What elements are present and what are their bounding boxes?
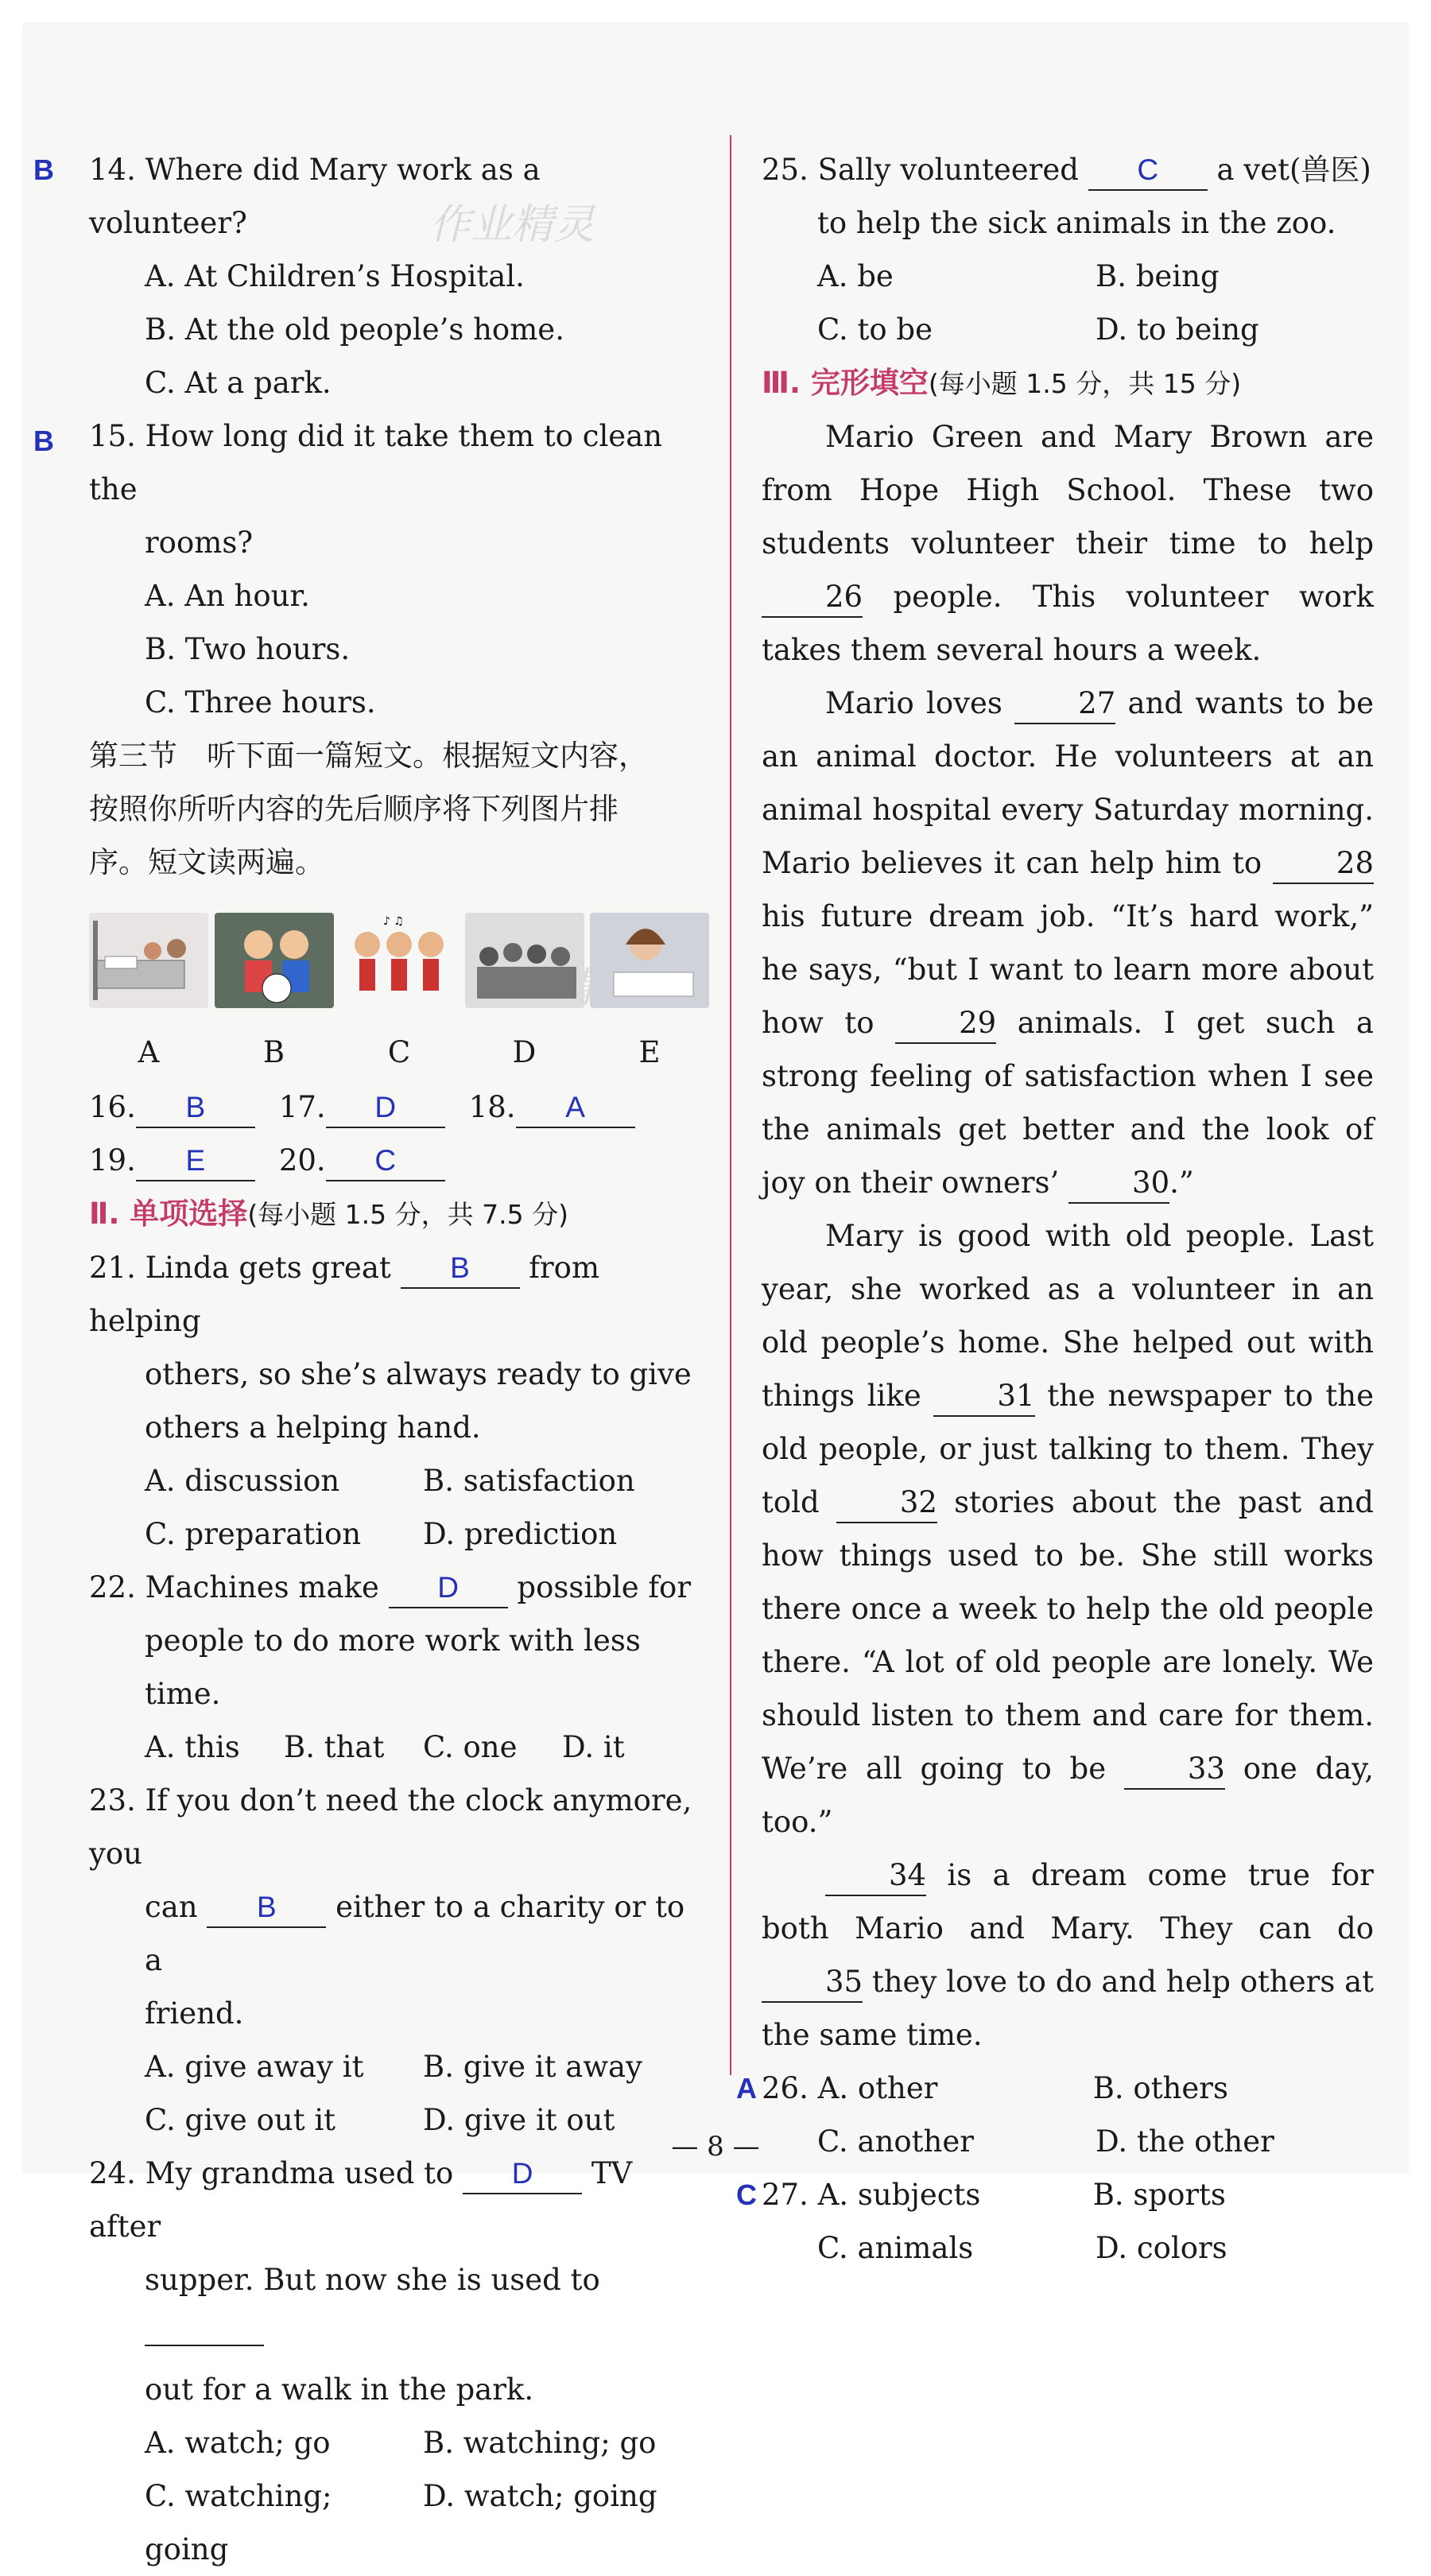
option: B. being — [1096, 259, 1220, 293]
fill-answer: D — [437, 1571, 459, 1604]
blank-number: 28 — [1336, 846, 1374, 880]
cloze-text: is a dream come true for both Mario and Mary. They can do — [762, 1858, 1374, 1946]
cloze-text: Mario loves — [825, 686, 1002, 720]
option: A. give away it — [145, 2050, 364, 2084]
kids-soccer-image — [215, 913, 334, 1008]
picture-d — [465, 913, 584, 1080]
option: A. discussion — [145, 1464, 340, 1498]
option: C. another — [817, 2124, 974, 2159]
q-text: from helping — [89, 1251, 600, 1338]
picture-label: B — [262, 1035, 285, 1069]
cloze-text: people. This volunteer work takes them several hours a week. — [762, 580, 1374, 667]
option: D. colors — [1096, 2231, 1227, 2265]
right-column — [736, 143, 1375, 2275]
blank-number: 27 — [1078, 686, 1116, 720]
option: D. prediction — [423, 1517, 618, 1551]
group-photo-image — [465, 913, 584, 1008]
option: C. preparation — [145, 1517, 362, 1551]
q-text: Sally volunteered — [817, 153, 1079, 187]
blank-number: 29 — [959, 1006, 997, 1040]
q-text: out for a walk in the park. — [145, 2372, 534, 2407]
picture-e — [590, 913, 709, 1080]
q-text: either to a charity or to a — [145, 1890, 685, 1977]
q-text: rooms? — [145, 526, 254, 560]
cloze-text: .” — [1169, 1166, 1194, 1200]
option: B. others — [1092, 2071, 1228, 2105]
picture-row — [89, 913, 709, 1080]
picture-label: A — [138, 1035, 160, 1069]
q-text: My grandma used to — [145, 2156, 454, 2190]
instruction-line: 按照你所听内容的先后顺序将下列图片排 — [89, 792, 619, 826]
sick-bed-image — [89, 913, 208, 1008]
section-points: (每小题 1.5 分，共 7.5 分) — [247, 1199, 568, 1230]
option: A. this — [145, 1730, 240, 1764]
cloze-text: Mario Green and Mary Brown are from Hope High School. These two students volunteer their time to help — [762, 420, 1374, 561]
kids-singing-image — [339, 913, 459, 1008]
blank-number: 34 — [889, 1858, 927, 1892]
fill-num: 18. — [468, 1090, 516, 1124]
option: B. give it away — [423, 2050, 642, 2084]
question-23 — [89, 1774, 701, 2147]
instruction-line: 序。短文读两遍。 — [89, 845, 324, 879]
picture-label: E — [638, 1035, 661, 1069]
option: D. watch; going — [423, 2479, 657, 2513]
answer-mark: B — [33, 153, 54, 186]
cloze-text: animals. I get such a strong feeling of satisfaction when I see the animals get better and the look of joy on their owners’ — [762, 1006, 1374, 1200]
instruction-line: 第三节 听下面一篇短文。根据短文内容， — [89, 739, 648, 773]
option: D. the other — [1096, 2124, 1274, 2159]
answer-mark: A — [736, 2072, 757, 2105]
girl-reading-image — [590, 913, 709, 1008]
q-text: How long did it take them to clean the — [89, 419, 663, 506]
question-25 — [762, 143, 1374, 356]
option: B. watching; go — [423, 2426, 657, 2460]
cloze-paragraph-4 — [762, 1849, 1374, 2062]
option: B. satisfaction — [423, 1464, 635, 1498]
cloze-paragraph-3 — [762, 1209, 1374, 1849]
fill-answer: D — [374, 1091, 397, 1123]
q-num: 27. — [762, 2178, 809, 2212]
q-text: Machines make — [145, 1570, 379, 1604]
answer-mark: B — [33, 425, 54, 457]
page-number: — 8 — — [671, 2131, 760, 2163]
cloze-text: stories about the past and how things used to be. She still works there once a week to help the old people there. “A lot of old people are lonely. We should listen to them and care for them. We’re all going to be — [762, 1485, 1374, 1786]
left-column — [33, 143, 701, 2576]
cloze-paragraph-2 — [762, 677, 1374, 1209]
section-3-instructions — [89, 729, 701, 889]
q-num: 25. — [762, 153, 809, 187]
question-24 — [89, 2147, 701, 2576]
option: D. to being — [1096, 312, 1259, 347]
q-num: 24. — [89, 2156, 136, 2190]
option: C. Three hours. — [145, 685, 376, 720]
cloze-text: the newspaper to the old people, or just talking to them. They told — [762, 1379, 1375, 1519]
picture-a — [89, 913, 208, 1080]
q-text: If you don’t need the clock anymore, you — [89, 1783, 692, 1871]
option: D. give it out — [423, 2103, 615, 2137]
option: B. that — [284, 1730, 385, 1764]
q-num: 22. — [89, 1570, 136, 1604]
option: A. be — [817, 259, 894, 293]
question-15 — [33, 409, 701, 729]
option: A. other — [817, 2071, 938, 2105]
fill-num: 16. — [89, 1090, 136, 1124]
option: C. animals — [817, 2231, 974, 2265]
cloze-text: one day, too.” — [762, 1752, 1375, 1839]
question-21 — [89, 1241, 701, 1561]
question-14 — [33, 143, 701, 409]
fill-num: 17. — [278, 1090, 326, 1124]
picture-label: C — [387, 1035, 411, 1069]
option: C. one — [423, 1730, 518, 1764]
option: C. watching; going — [145, 2479, 332, 2566]
q-num: 21. — [89, 1251, 136, 1285]
section-title: Ⅱ. 单项选择 — [89, 1197, 248, 1231]
option: C. to be — [817, 312, 933, 347]
question-27 — [736, 2168, 1374, 2275]
fill-num: 19. — [89, 1143, 136, 1177]
option: C. give out it — [145, 2103, 336, 2137]
cloze-text: and wants to be an animal doctor. He volunteers at an animal hospital every Saturday morning. Mario believes it can help him to — [762, 686, 1375, 880]
q-num: 23. — [89, 1783, 136, 1818]
cloze-text: his future dream job. “It’s hard work,” he says, “but I want to learn more about how to — [762, 899, 1374, 1040]
q-text: Linda gets great — [145, 1251, 391, 1285]
section-points: (每小题 1.5 分，共 15 分) — [928, 368, 1242, 399]
blank-number: 31 — [997, 1379, 1035, 1413]
q-text: people to do more work with less time. — [145, 1624, 641, 1711]
empty-blank — [145, 2306, 264, 2346]
fill-answer: C — [374, 1144, 397, 1177]
blank-number: 30 — [1132, 1166, 1170, 1200]
q-num: 14. — [89, 153, 136, 187]
option: D. it — [562, 1730, 625, 1764]
fill-answers — [89, 1080, 701, 1187]
fill-answer: B — [185, 1091, 206, 1123]
picture-c — [339, 913, 459, 1080]
cloze-paragraph-1 — [762, 410, 1374, 677]
option: A. watch; go — [145, 2426, 331, 2460]
blank-number: 26 — [825, 580, 863, 614]
section-2-heading — [89, 1187, 701, 1241]
picture-label: D — [512, 1035, 537, 1069]
q-text: others a helping hand. — [145, 1410, 481, 1445]
section-3-heading — [762, 356, 1374, 410]
section-title: Ⅲ. 完形填空 — [762, 366, 929, 400]
fill-answer: D — [511, 2157, 533, 2190]
option: B. sports — [1092, 2178, 1226, 2212]
fill-answer: A — [565, 1091, 585, 1123]
q-text: can — [145, 1890, 198, 1924]
q-text: Where did Mary work as a volunteer? — [89, 153, 541, 240]
option: B. Two hours. — [145, 632, 351, 666]
blank-number: 35 — [825, 1965, 863, 1999]
cloze-text: they love to do and help others at the same time. — [762, 1965, 1374, 2052]
fill-answer: C — [1137, 153, 1159, 186]
svg-text:♪ ♫: ♪ ♫ — [383, 915, 404, 928]
option: A. At Children’s Hospital. — [145, 259, 525, 293]
picture-b — [215, 913, 334, 1080]
watermark: 作业精灵 — [429, 201, 595, 249]
q-text: a vet(兽医) — [1216, 153, 1371, 187]
q-text: to help the sick animals in the zoo. — [817, 206, 1336, 240]
blank-number: 33 — [1187, 1752, 1225, 1786]
question-22 — [89, 1561, 701, 1774]
fill-num: 20. — [278, 1143, 326, 1177]
cloze-text: Mary is good with old people. Last year, she worked as a volunteer in an old people’s home. She helped out with things like — [762, 1219, 1374, 1413]
option: A. An hour. — [145, 579, 310, 613]
q-text: friend. — [145, 1996, 244, 2031]
fill-answer: B — [450, 1251, 470, 1284]
fill-answer: E — [185, 1144, 206, 1177]
q-text: supper. But now she is used to — [145, 2263, 600, 2297]
fill-answer: B — [257, 1891, 277, 1923]
q-text: possible for — [517, 1570, 692, 1604]
q-num: 15. — [89, 419, 136, 453]
option: C. At a park. — [145, 366, 332, 400]
q-text: others, so she’s always ready to give — [145, 1357, 692, 1391]
option: B. At the old people’s home. — [145, 312, 564, 347]
option: A. subjects — [817, 2178, 981, 2212]
answer-mark: C — [736, 2178, 757, 2211]
q-num: 26. — [762, 2071, 809, 2105]
blank-number: 32 — [899, 1485, 937, 1519]
q-text: TV after — [89, 2156, 633, 2244]
column-divider — [730, 135, 731, 2075]
